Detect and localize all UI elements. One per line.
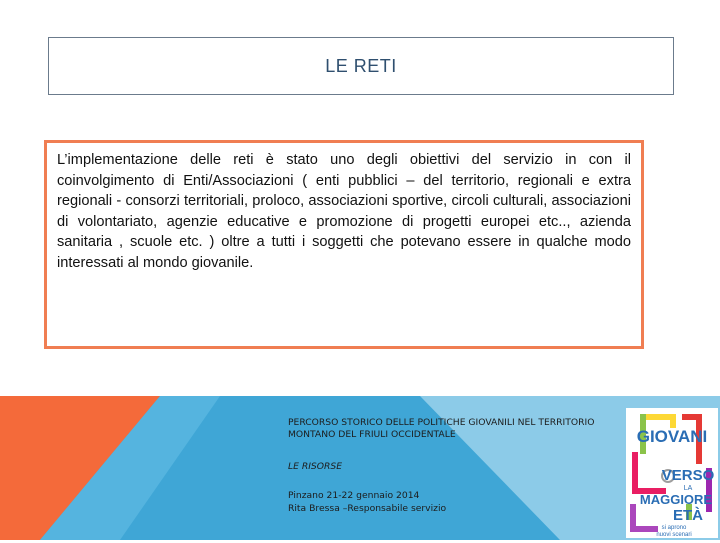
body-text: L’implementazione delle reti è stato uno degli obiettivi del servizio in con il coinvolgimento di Enti/Associazioni ( enti pubblici – del territorio, regionali e extra regionali - consorzi territoriali, proloco, associazioni sportive, circoli culturali, associazioni di volontariato, agenzie educative e promozione di progetti europei etc.., azienda sanitaria , scuole etc. ) oltre a tutti i soggetti che potevano essere in qualche modo interessati al mondo giovanile. bbox=[57, 152, 631, 271]
logo-la: LA bbox=[683, 485, 693, 492]
logo-verso: VERSO bbox=[661, 467, 715, 484]
content-box bbox=[44, 140, 644, 349]
logo-si-aprono: si aprono bbox=[661, 525, 687, 531]
footer-author: Rita Bressa –Responsabile servizio bbox=[288, 503, 447, 514]
title-box bbox=[48, 37, 674, 95]
footer-date: Pinzano 21-22 gennaio 2014 bbox=[288, 490, 420, 501]
logo-nuovi-scenari: nuovi scenari bbox=[656, 532, 692, 538]
giovani-logo bbox=[626, 408, 718, 538]
slide-title: LE RETI bbox=[325, 55, 397, 76]
footer-subtitle: LE RISORSE bbox=[288, 461, 343, 472]
footer-text bbox=[288, 417, 618, 515]
logo-eta: ETÀ bbox=[673, 507, 703, 524]
logo-giovani: GIOVANI bbox=[636, 427, 708, 446]
footer-heading: PERCORSO STORICO DELLE POLITICHE GIOVANILI NEL TERRITORIO MONTANO DEL FRIULI OCCIDENTALE bbox=[288, 417, 595, 440]
logo-maggiore: MAGGIORE bbox=[639, 492, 713, 507]
